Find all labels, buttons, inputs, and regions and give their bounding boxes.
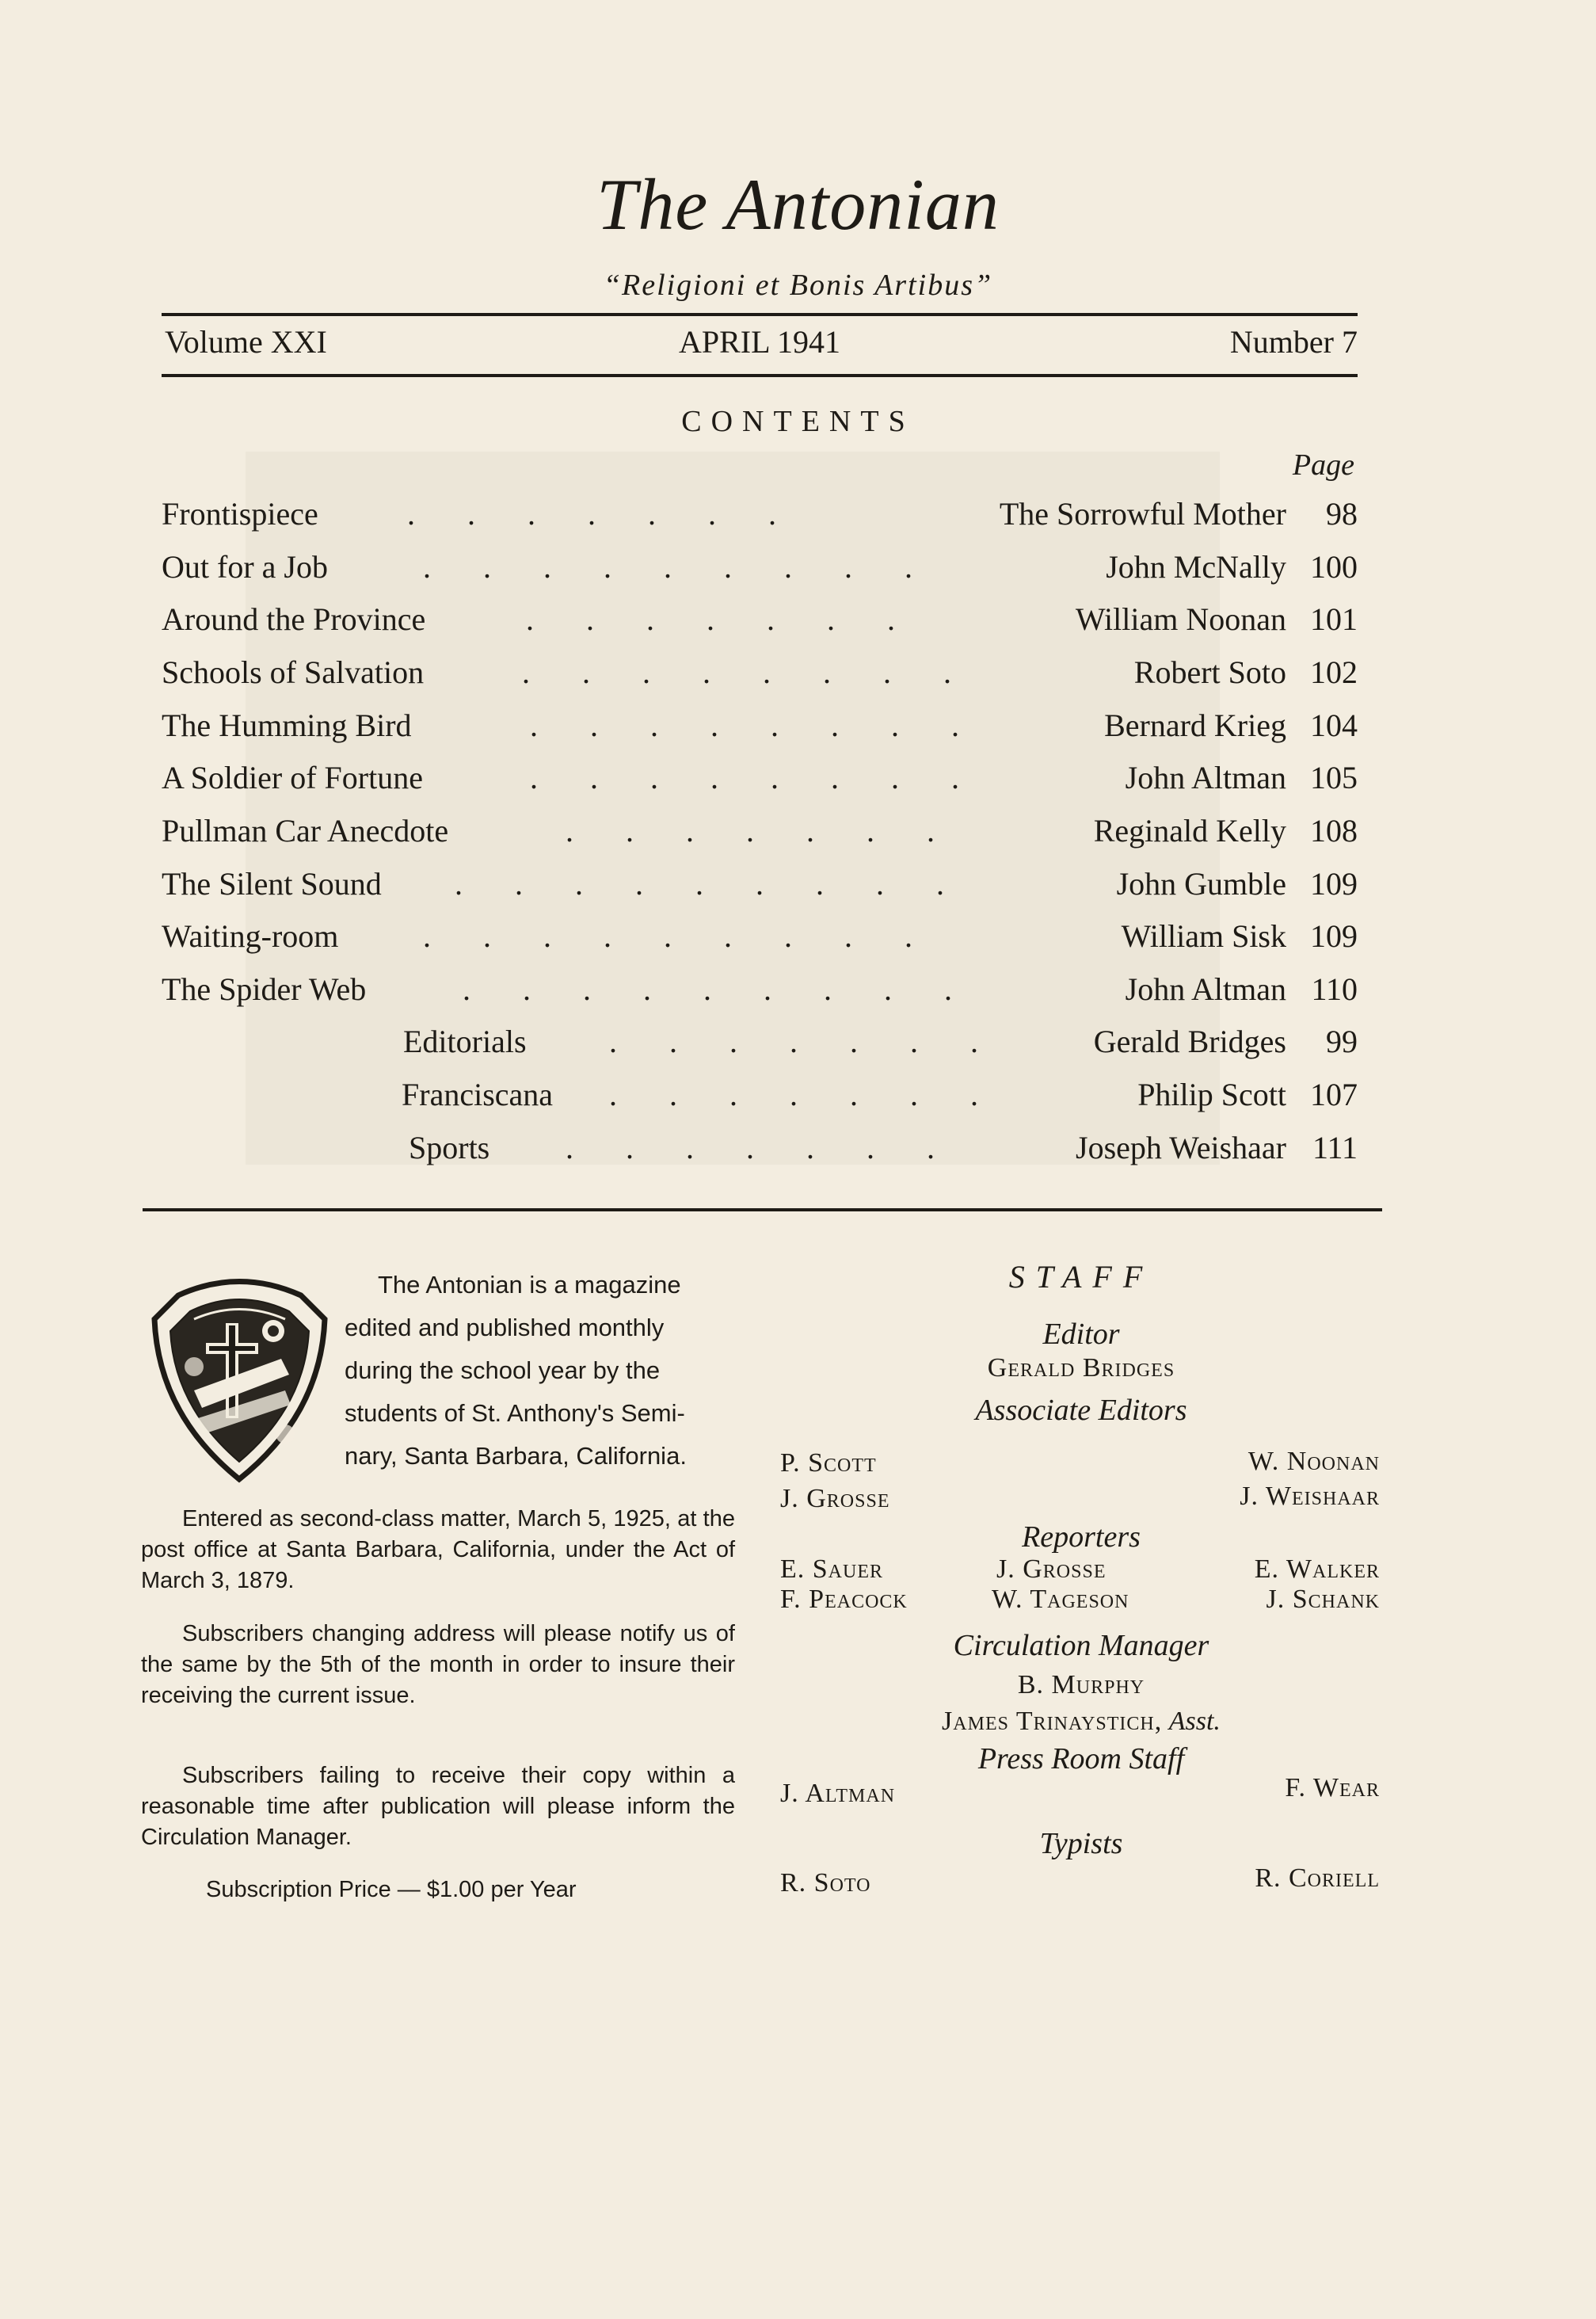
dot-leader: . . . . . . .: [407, 496, 798, 532]
entry-author: John Altman: [1125, 971, 1286, 1007]
dot-leader: . . . . . . .: [609, 1024, 1000, 1059]
entry-page: 101: [1310, 601, 1358, 637]
contents-entry: [162, 1129, 1358, 1173]
top-rule: [162, 313, 1358, 316]
issue-info-bottom-rule: [162, 374, 1358, 377]
entry-page: 100: [1310, 549, 1358, 585]
dot-leader: . . . . . . . . .: [455, 866, 966, 902]
entry-title: Out for a Job: [162, 549, 328, 585]
magazine-blurb: [345, 1264, 748, 1478]
entry-title: Around the Province: [162, 601, 426, 637]
assistant-name: James Trinaystich,: [942, 1707, 1163, 1736]
issue-number: Number 7: [1229, 324, 1358, 360]
contents-entry: [162, 707, 1358, 751]
dot-leader: . . . . . . .: [566, 1130, 957, 1165]
dot-leader: . . . . . . . . .: [423, 549, 935, 585]
contents-entry: [162, 971, 1358, 1015]
entry-page: 105: [1310, 760, 1358, 795]
change-address-notice: Subscribers changing address will please notify us of the same by the 5th of the month in order to insure their receiving the current issue.: [141, 1621, 735, 1708]
contents-entry: [162, 1076, 1358, 1120]
entry-author: John Altman: [1125, 760, 1286, 795]
reporter: E. Walker: [1254, 1554, 1380, 1584]
assoc-editor: J. Grosse: [780, 1484, 890, 1513]
assistant-label: Asst.: [1168, 1707, 1221, 1736]
entry-author: Gerald Bridges: [1093, 1024, 1286, 1059]
entry-title: The Silent Sound: [162, 866, 382, 902]
contents-entry: [162, 865, 1358, 910]
dot-leader: . . . . . . . .: [530, 708, 981, 743]
entry-title: The Humming Bird: [162, 708, 412, 743]
blurb-line: edited and published monthly: [345, 1314, 665, 1341]
typist: R. Soto: [780, 1868, 871, 1898]
entry-author: John Gumble: [1116, 866, 1286, 902]
editor-label: Editor: [1042, 1318, 1120, 1351]
entry-author: Bernard Krieg: [1104, 708, 1286, 743]
entry-title: A Soldier of Fortune: [162, 760, 423, 795]
dot-leader: . . . . . . . .: [530, 760, 981, 795]
magazine-motto: “Religioni et Bonis Artibus”: [603, 269, 993, 302]
entry-title: Waiting-room: [162, 918, 339, 954]
contents-entry: [162, 654, 1358, 698]
entry-page: 110: [1311, 971, 1358, 1007]
reporter: J. Schank: [1266, 1585, 1380, 1614]
assistant-circulation: [824, 1707, 1339, 1737]
entry-author: William Sisk: [1121, 918, 1286, 954]
volume-label: Volume XXI: [165, 324, 327, 360]
contents-entry: [162, 495, 1358, 540]
reporter: J. Grosse: [996, 1554, 1107, 1584]
entry-title: The Spider Web: [162, 971, 367, 1007]
press-room-label: Press Room Staff: [977, 1742, 1185, 1775]
magazine-title: The Antonian: [596, 164, 1000, 245]
entry-page: 109: [1310, 866, 1358, 902]
contents-entry: [162, 1023, 1358, 1067]
entry-page: 102: [1310, 654, 1358, 690]
press-room-member: J. Altman: [780, 1779, 896, 1808]
entry-page: 108: [1310, 813, 1358, 849]
contents-entry: [162, 812, 1358, 856]
issue-date: APRIL 1941: [678, 324, 841, 360]
entry-title: Franciscana: [402, 1077, 554, 1112]
contents-entry: [162, 759, 1358, 803]
blurb-line: during the school year by the: [345, 1356, 661, 1384]
circulation-label: Circulation Manager: [953, 1629, 1209, 1662]
entry-page: 104: [1310, 708, 1358, 743]
entry-page: 109: [1310, 918, 1358, 954]
entry-title: Editorials: [403, 1024, 527, 1059]
entry-author: John McNally: [1106, 549, 1286, 585]
dot-leader: . . . . . . .: [609, 1077, 1000, 1112]
blurb-line: students of St. Anthony's Semi-: [345, 1399, 685, 1427]
blurb-line: nary, Santa Barbara, California.: [345, 1442, 687, 1470]
entry-author: Robert Soto: [1133, 654, 1286, 690]
staff-heading: STAFF: [1008, 1259, 1154, 1295]
entry-author: Philip Scott: [1137, 1077, 1286, 1112]
assoc-editors-label: Associate Editors: [975, 1394, 1187, 1427]
entry-title: Schools of Salvation: [162, 654, 425, 690]
subscription-price: Subscription Price — $1.00 per Year: [206, 1877, 577, 1902]
assoc-editor: W. Noonan: [1247, 1447, 1380, 1476]
dot-leader: . . . . . . . .: [522, 654, 973, 690]
contents-heading: CONTENTS: [681, 405, 915, 438]
entry-title: Pullman Car Anecdote: [162, 813, 449, 849]
entry-author: The Sorrowful Mother: [999, 496, 1286, 532]
contents-entry: [162, 601, 1358, 645]
entry-title: Frontispiece: [162, 496, 318, 532]
dot-leader: . . . . . . . . .: [423, 918, 935, 954]
failing-notice: Subscribers failing to receive their copy within a reasonable time after publication will please inform the Circulation Manager.: [141, 1763, 735, 1850]
contents-bottom-rule: [143, 1208, 1382, 1211]
entry-page: 111: [1312, 1130, 1358, 1165]
dot-leader: . . . . . . . . .: [463, 971, 974, 1007]
dot-leader: . . . . . . .: [526, 601, 917, 637]
entry-page: 99: [1326, 1024, 1358, 1059]
typist: R. Coriell: [1255, 1863, 1380, 1893]
entry-page: 98: [1326, 496, 1358, 532]
dot-leader: . . . . . . .: [566, 813, 957, 849]
reporter: F. Peacock: [780, 1585, 908, 1614]
reporter: E. Sauer: [780, 1554, 884, 1584]
blurb-line: The Antonian is a magazine: [378, 1271, 681, 1299]
circulation-manager: B. Murphy: [1017, 1670, 1145, 1699]
entered-notice: Entered as second-class matter, March 5, 1925, at the post office at Santa Barbara, California, under the Act of March 3, 1879.: [141, 1506, 735, 1593]
press-room-member: F. Wear: [1285, 1773, 1380, 1802]
entry-author: Reginald Kelly: [1093, 813, 1286, 849]
entry-author: William Noonan: [1075, 601, 1286, 637]
reporter: W. Tageson: [992, 1585, 1129, 1614]
entry-author: Joseph Weishaar: [1076, 1130, 1286, 1165]
assoc-editor: P. Scott: [780, 1448, 877, 1478]
seal-icon: [147, 1272, 333, 1486]
reporters-label: Reporters: [1022, 1520, 1141, 1554]
contents-entry: [162, 917, 1358, 962]
contents-entry: [162, 548, 1358, 593]
seal-emblem: [147, 1272, 333, 1486]
editor-name: Gerald Bridges: [987, 1353, 1175, 1383]
entry-page: 107: [1310, 1077, 1358, 1112]
typists-label: Typists: [1039, 1827, 1123, 1860]
page-column-heading: Page: [1292, 448, 1354, 482]
entry-title: Sports: [409, 1130, 490, 1165]
assoc-editor: J. Weishaar: [1240, 1482, 1380, 1511]
